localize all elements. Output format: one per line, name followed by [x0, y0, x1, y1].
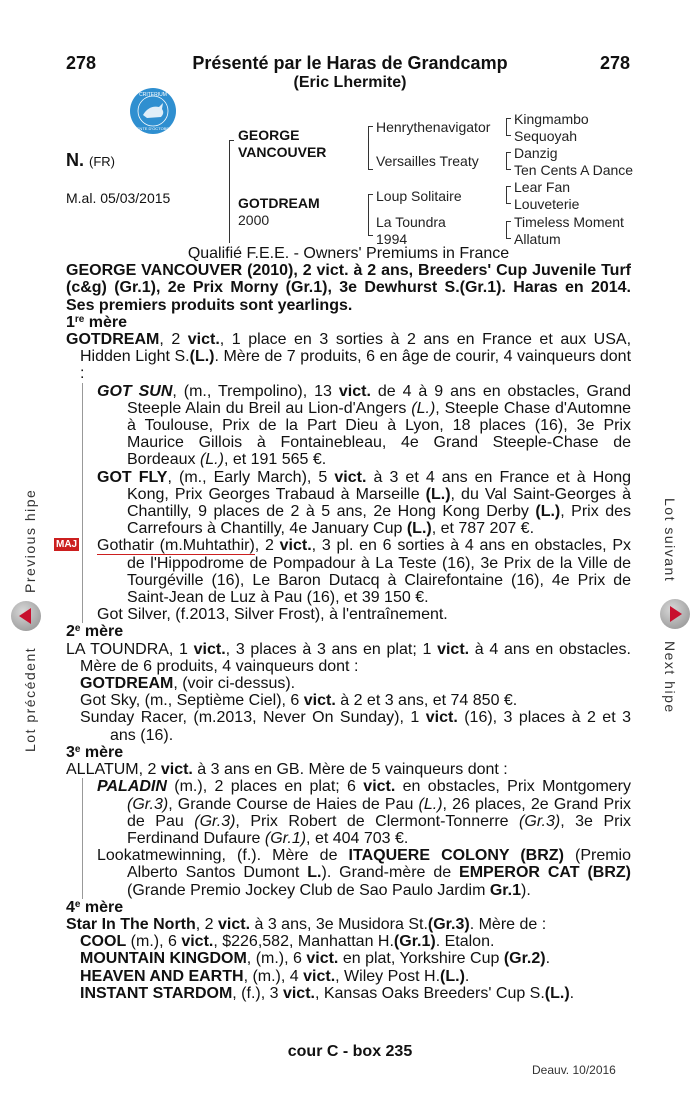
fourth-dam-text: Star In The North, 2 vict. à 3 ans, 3e Musidora St.(Gr.3). Mère de :	[66, 915, 547, 933]
dds: Timeless Moment	[514, 214, 624, 230]
sire-description: GEORGE VANCOUVER (2010), 2 vict. à 2 ans, Breeders' Cup Juvenile Turf (c&g) (Gr.1), 2e Prix Morny (Gr.1), 3e Dewhurst S.(Gr.1). Haras en 2014. Ses premiers produits sont yearlings.	[66, 262, 631, 314]
first-dam-text: GOTDREAM, 2 vict., 1 place en 3 sorties à 2 ans en France et aux USA, Hidden Light S.(L.). Mère de 7 produits, 6 en âge de courir, 4 vainqueurs dont :	[66, 331, 632, 383]
bracket-sire	[368, 126, 373, 170]
page-title: Présenté par le Haras de Grandcamp	[192, 53, 508, 73]
second-dam-text: LA TOUNDRA, 1 vict., 3 places à 3 ans en plat; 1 vict. à 4 ans en obstacles. Mère de 6 produits, 4 vainqueurs dont :	[66, 640, 632, 675]
lot-number-left: 278	[66, 53, 97, 73]
prev-lot-label[interactable]: Lot précédent	[22, 646, 38, 752]
badge-top-text: CRITERIUM	[139, 92, 167, 98]
next-lot-label[interactable]: Lot suivant	[662, 498, 678, 583]
section-second-dam: 2e mère	[66, 623, 124, 641]
section-first-dam: 1re mère	[66, 313, 128, 331]
dsd: Louveterie	[514, 196, 580, 212]
next-lot-button[interactable]	[660, 599, 690, 629]
sds: Danzig	[514, 145, 558, 161]
produce-got-fly: GOT FLY, (m., Early March), 5 vict. à 3 et 4 ans en France et à Hong Kong, Prix Georges Trabaud à Marseille (L.), du Val Saint-Georges à Chantilly, 9 places de 2 à 5 ans, 2e Hong Kong Derby (L.), Prix des Carrefours à Chantilly, 4e January Cup (L.), et 787 207 €.	[97, 468, 632, 538]
third-dam-lookatmewinning: Lookatmewinning, (f.). Mère de ITAQUERE COLONY (BRZ) (Premio Alberto Santos Dumont L.). Grand-mère de EMPEROR CAT (BRZ) (Grande Premio Jockey Club de Sao Paulo Jardim Gr.1).	[97, 847, 631, 899]
prev-lot-button[interactable]	[11, 601, 41, 631]
arrow-left-icon	[11, 601, 41, 631]
maj-badge: MAJ	[56, 539, 78, 551]
bracket-dd	[506, 221, 511, 239]
criterium-logo	[129, 87, 177, 135]
fourth-dam-mountain-kingdom: MOUNTAIN KINGDOM, (m.), 6 vict. en plat, Yorkshire Cup (Gr.2).	[80, 950, 551, 968]
second-dam-gotdream: GOTDREAM, (voir ci-dessus).	[80, 675, 296, 693]
section-fourth-dam: 4e mère	[66, 898, 124, 916]
produce-got-silver: Got Silver, (f.2013, Silver Frost), à l'entraînement.	[97, 606, 448, 624]
fourth-dam-heaven-and-earth: HEAVEN AND EARTH, (m.), 4 vict., Wiley Post H.(L.).	[80, 967, 470, 985]
sale-reference: Deauv. 10/2016	[532, 1063, 616, 1077]
dam-sire: Loup Solitaire	[376, 188, 462, 204]
produce-got-sun: GOT SUN, (m., Trempolino), 13 vict. de 4 à 9 ans en obstacles, Grand Steeple Alain du Breil au Lion-d'Angers (L.), Steeple Chase d'Automne à Toulouse, Prix de la Part Dieu à Lyon, 18 places (16), 3e Prix Maurice Gillois à Fontainebleau, 4e Grand Steeple-Chase de Bordeaux (L.), et 191 565 €.	[97, 382, 632, 469]
horse-name: N.	[66, 150, 84, 170]
dam-dam-year: 1994	[376, 231, 408, 247]
ddd: Allatum	[514, 231, 561, 247]
second-dam-got-sky: Got Sky, (m., Septième Ciel), 6 vict. à 2 et 3 ans, et 74 850 €.	[80, 692, 518, 710]
lot-number-right: 278	[600, 53, 631, 73]
prev-hipe-label[interactable]: Previous hipe	[22, 488, 38, 593]
third-dam-list	[82, 778, 631, 898]
badge-bottom-text: VENTE D'OCTOBRE	[134, 126, 172, 131]
sire-sire: Henrythenavigator	[376, 119, 491, 135]
box-location: cour C - box 235	[287, 1043, 413, 1060]
catalogue-text	[56, 245, 632, 1002]
dam-name: GOTDREAM	[238, 195, 320, 211]
dam-dam: La Toundra	[376, 214, 446, 230]
qualified-line: Qualifié F.E.E. - Owners' Premiums in France	[187, 245, 510, 262]
bracket-main	[229, 140, 234, 243]
produce-list	[56, 382, 632, 624]
sss: Kingmambo	[514, 111, 589, 127]
sire-line1: GEORGE	[238, 127, 300, 143]
third-dam-text: ALLATUM, 2 vict. à 3 ans en GB. Mère de 5 vainqueurs dont :	[66, 761, 508, 779]
produce-gothatir: MAJ Gothatir (m.Muhtathir), 2 vict., 3 pl. en 6 sorties à 4 ans en obstacles, Px de l'Hippodrome de Pompadour à La Teste (16), 3e Prix de la Ville de Tourgéville (16), Le Baron Dutacq à Clairefontaine (16), 4e Prix de Saint-Jean de Luz à Pau (16), et 39 150 €.	[56, 537, 632, 607]
sire-line2: VANCOUVER	[238, 144, 327, 160]
horse-name-block	[66, 150, 115, 171]
dam-year: 2000	[238, 212, 270, 228]
fourth-dam-instant-stardom: INSTANT STARDOM, (f.), 3 vict., Kansas Oaks Breeders' Cup S.(L.).	[80, 984, 575, 1002]
fourth-dam-cool: COOL (m.), 6 vict., $226,582, Manhattan H.(Gr.1). Etalon.	[80, 933, 495, 951]
arrow-right-icon	[660, 599, 690, 629]
next-hipe-label[interactable]: Next hipe	[662, 641, 678, 714]
consignor-name: (Eric Lhermite)	[293, 74, 407, 91]
third-dam-paladin: PALADIN (m.), 2 places en plat; 6 vict. en obstacles, Prix Montgomery (Gr.3), Grande Course de Haies de Pau (L.), 26 places, 2e Grand Prix de Pau (Gr.3), Prix Robert de Clermont-Tonnerre (Gr.3), 3e Prix Ferdinand Dufaure (Gr.1), et 404 703 €.	[97, 778, 632, 847]
bracket-ds	[506, 186, 511, 204]
section-third-dam: 3e mère	[66, 743, 124, 761]
dss: Lear Fan	[514, 179, 571, 195]
bracket-ss	[506, 118, 511, 136]
sdd: Ten Cents A Dance	[514, 162, 634, 178]
bracket-dam	[368, 194, 373, 236]
horse-origin: (FR)	[89, 154, 116, 169]
bracket-sd	[506, 152, 511, 170]
second-dam-sunday-racer: Sunday Racer, (m.2013, Never On Sunday), 1 vict. (16), 3 places à 2 et 3 ans (16).	[80, 709, 631, 744]
sire-dam: Versailles Treaty	[376, 153, 479, 169]
horse-birth: M.al. 05/03/2015	[66, 190, 171, 206]
ssd: Sequoyah	[514, 128, 578, 144]
